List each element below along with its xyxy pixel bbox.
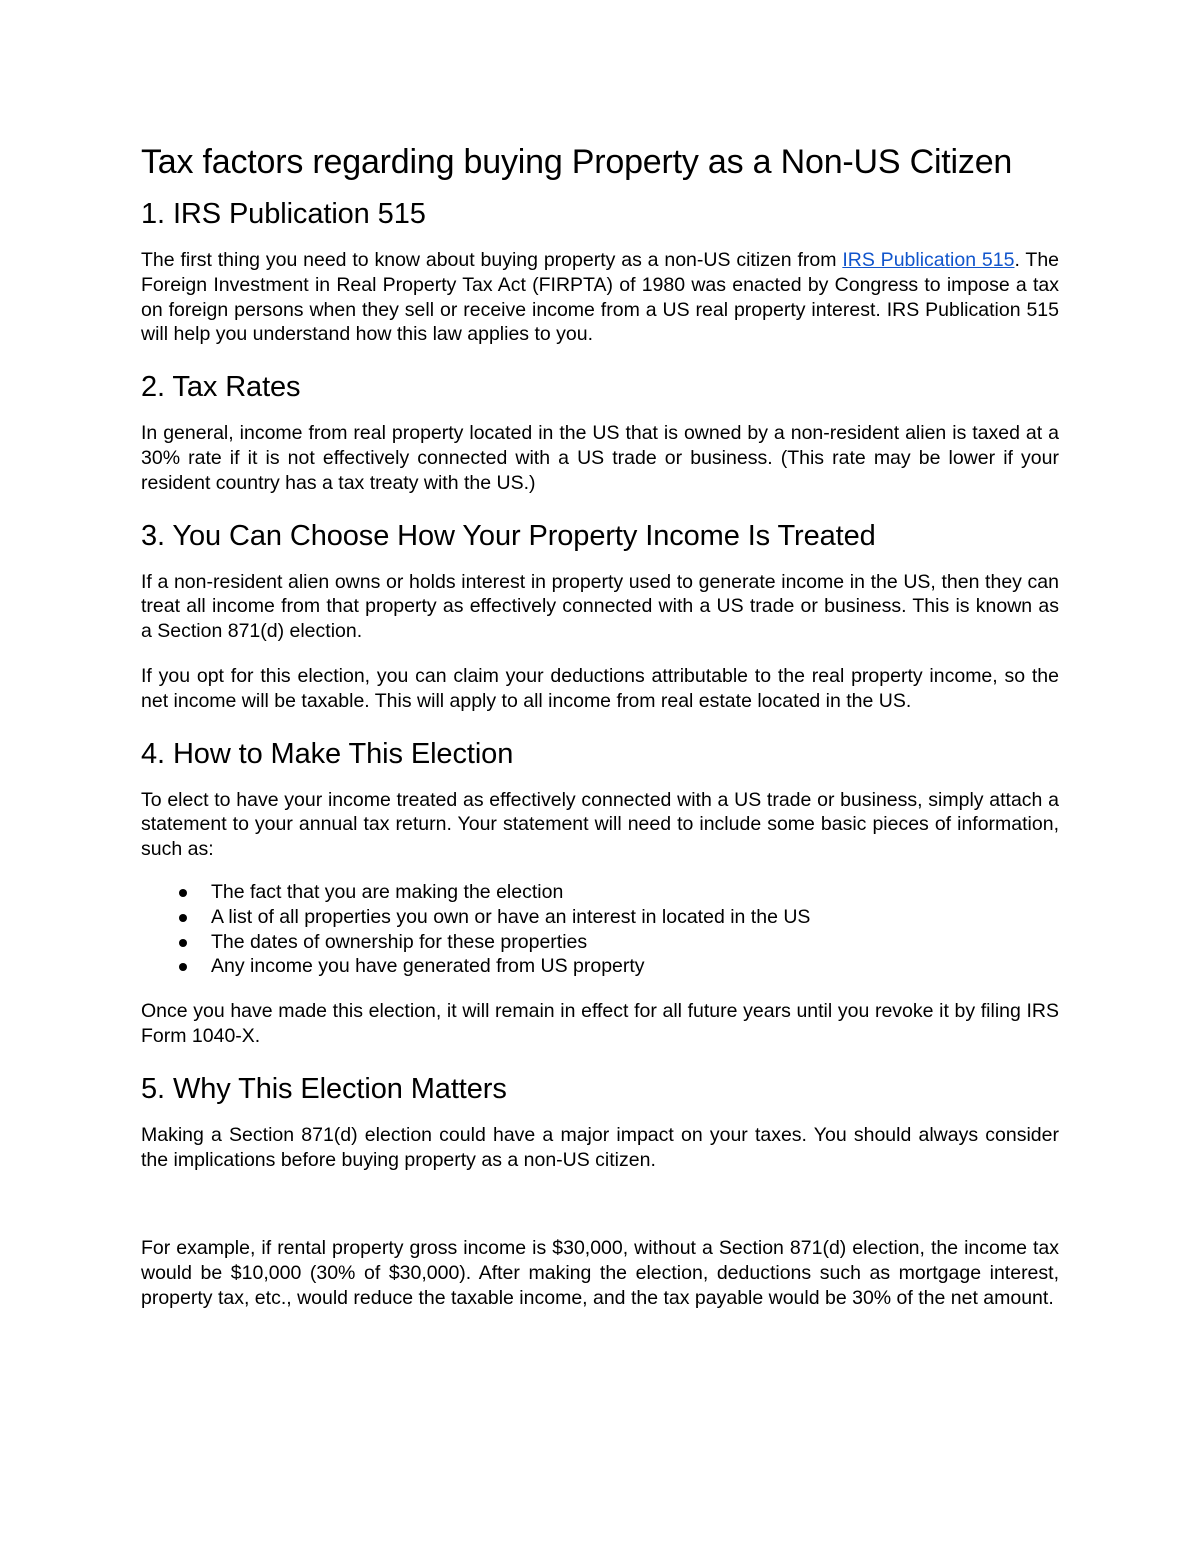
paragraph: If a non-resident alien owns or holds interest in property used to generate income in the US, then they can treat all income from that property as effectively connected with a US trade or business. This is known as a Section 871(d) election. (141, 570, 1059, 643)
paragraph (141, 248, 1059, 347)
irs-publication-515-link[interactable]: IRS Publication 515 (842, 249, 1015, 271)
list-item-text: The dates of ownership for these properties (211, 930, 588, 953)
list-item-text: The fact that you are making the election (211, 880, 564, 903)
bullet-icon (179, 889, 187, 897)
section-irs-publication-515 (141, 194, 1059, 347)
blank-line-spacer (141, 1192, 1059, 1236)
document-title: Tax factors regarding buying Property as a Non-US Citizen (141, 143, 1013, 181)
paragraph-text: The first thing you need to know about buying property as a non-US citizen from (141, 249, 843, 271)
section-why-election-matters (141, 1069, 1059, 1311)
list-item-text: Any income you have generated from US property (211, 955, 645, 978)
bullet-list (141, 880, 1059, 979)
section-tax-rates (141, 367, 1059, 495)
section-heading: 3. You Can Choose How Your Property Income Is Treated (141, 519, 876, 552)
list-item (141, 930, 1059, 955)
paragraph: If you opt for this election, you can claim your deductions attributable to the real property income, so the net income will be taxable. This will apply to all income from real estate located in the US. (141, 664, 1059, 712)
paragraph: Making a Section 871(d) election could have a major impact on your taxes. You should always consider the implications before buying property as a non-US citizen. (141, 1123, 1059, 1171)
bullet-icon (179, 939, 187, 947)
section-heading: 1. IRS Publication 515 (141, 198, 426, 230)
section-how-to-make-election (141, 734, 1059, 1049)
list-item-text: A list of all properties you own or have an interest in located in the US (211, 905, 811, 928)
section-choose-income-treatment (141, 516, 1059, 714)
document-page (141, 138, 1059, 1331)
section-heading: 2. Tax Rates (141, 371, 301, 404)
list-item (141, 880, 1059, 905)
section-heading: 4. How to Make This Election (141, 737, 514, 770)
section-heading: 5. Why This Election Matters (141, 1072, 507, 1105)
list-item (141, 954, 1059, 979)
paragraph-text: . The Foreign Investment in Real Property Tax Act (FIRPTA) of 1980 was enacted by Congress to impose a tax on foreign persons when they sell or receive income from a US real property interest. IRS Publication 515 will help you understand how this law applies to you. (141, 249, 1060, 346)
paragraph: For example, if rental property gross income is $30,000, without a Section 871(d) election, the income tax would be $10,000 (30% of $30,000). After making the election, deductions such as mortgage interest, property tax, etc., would reduce the taxable income, and the tax payable would be 30% of the net amount. (141, 1237, 1059, 1309)
paragraph: Once you have made this election, it will remain in effect for all future years until you revoke it by filing IRS Form 1040-X. (141, 1000, 1059, 1047)
paragraph: To elect to have your income treated as effectively connected with a US trade or business, simply attach a statement to your annual tax return. Your statement will need to include some basic pieces of information, such as: (141, 788, 1059, 861)
bullet-icon (179, 914, 187, 922)
bullet-icon (179, 963, 187, 971)
paragraph: In general, income from real property located in the US that is owned by a non-resident alien is taxed at a 30% rate if it is not effectively connected with a US trade or business. (This rate may be lower if your resident country has a tax treaty with the US.) (141, 422, 1059, 494)
list-item (141, 905, 1059, 930)
